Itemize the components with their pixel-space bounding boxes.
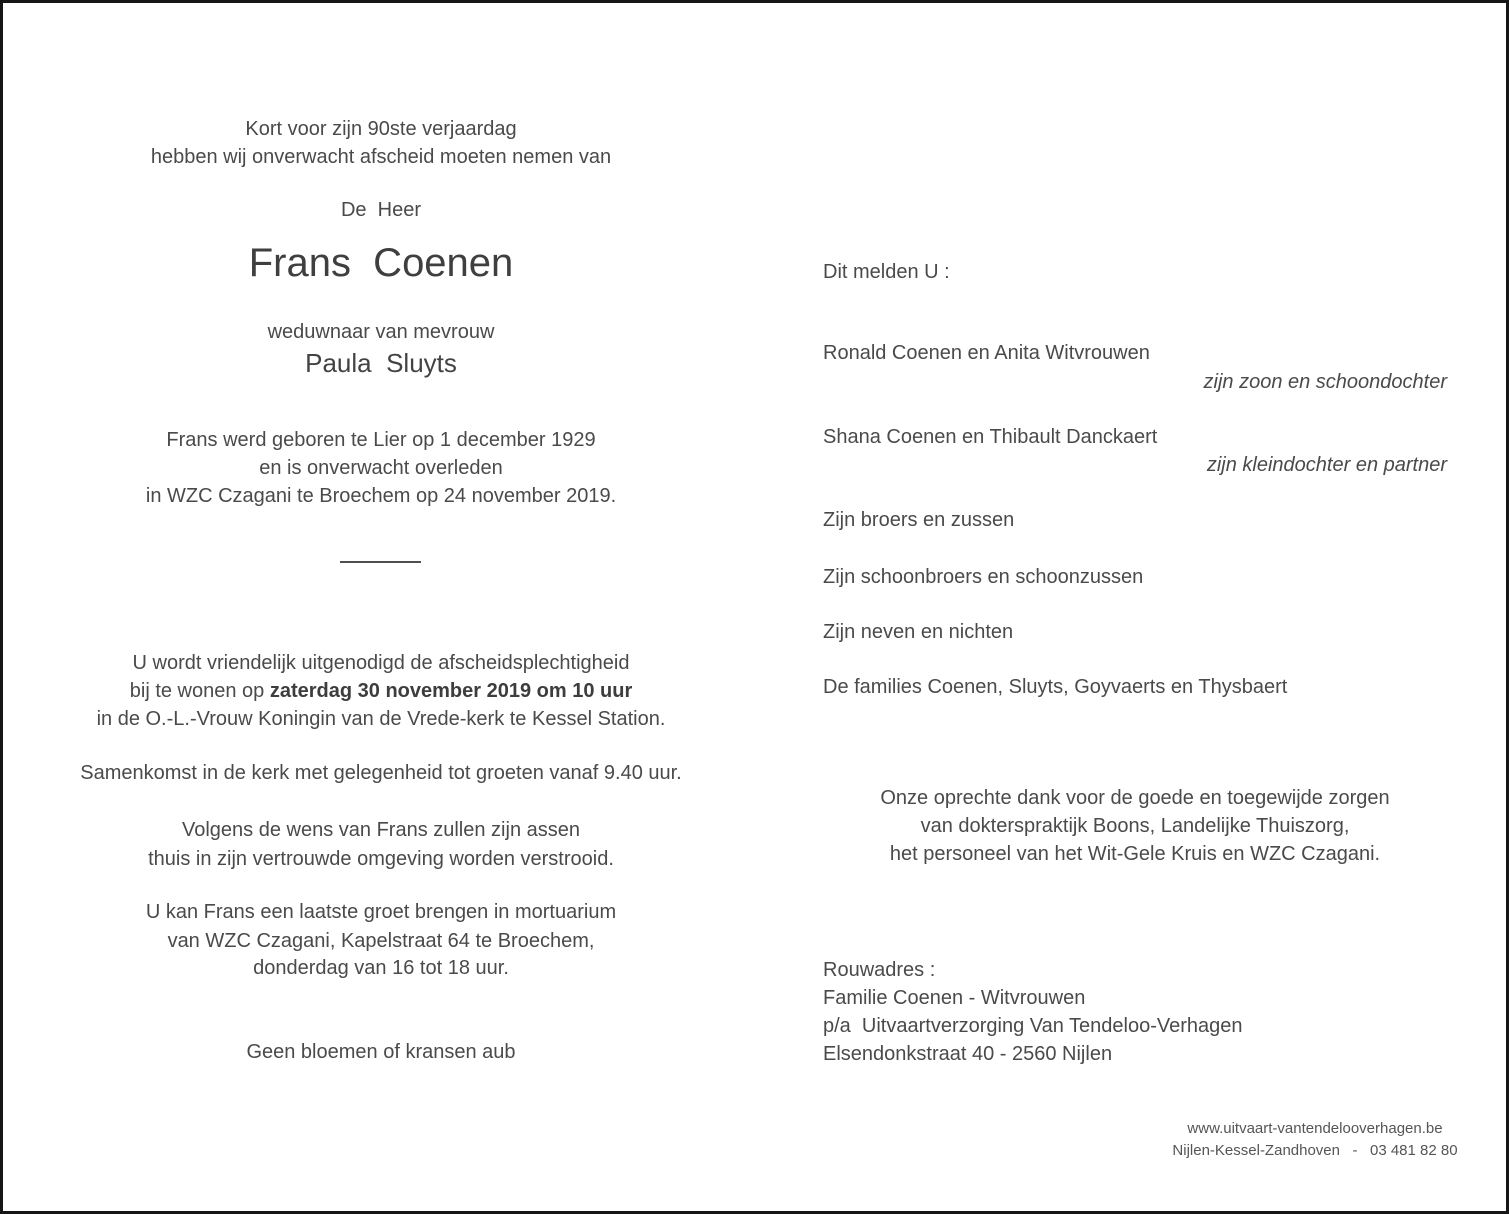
relative-names: Zijn broers en zussen bbox=[823, 509, 1015, 531]
mortuary-line-1: U kan Frans een laatste groet brengen in mortuarium bbox=[145, 901, 617, 923]
mortuary-line-2: van WZC Czagani, Kapelstraat 64 te Broechem, bbox=[167, 930, 595, 952]
relative-relation: zijn kleindochter en partner bbox=[1206, 454, 1447, 476]
intro-line-1: Kort voor zijn 90ste verjaardag bbox=[245, 118, 517, 140]
life-line-2: en is onverwacht overleden bbox=[259, 457, 503, 479]
invite-line-2-prefix: bij te wonen op bbox=[129, 680, 270, 702]
deceased-name: Frans Coenen bbox=[248, 241, 514, 285]
mourning-address-label: Rouwadres : bbox=[823, 959, 936, 981]
thanks-line-3: het personeel van het Wit-Gele Kruis en WZC Czagani. bbox=[889, 843, 1381, 865]
mourning-address-line-2: p/a Uitvaartverzorging Van Tendeloo-Verhagen bbox=[823, 1015, 1243, 1037]
life-line-1: Frans werd geboren te Lier op 1 december 1929 bbox=[166, 429, 596, 451]
section-divider bbox=[340, 561, 421, 563]
funeral-home-locations-phone: Nijlen-Kessel-Zandhoven - 03 481 82 80 bbox=[1172, 1142, 1458, 1159]
relative-names: Shana Coenen en Thibault Danckaert bbox=[823, 426, 1158, 448]
invite-line-2 bbox=[71, 678, 691, 704]
widower-line: weduwnaar van mevrouw bbox=[267, 321, 495, 343]
mourning-address-line-1: Familie Coenen - Witvrouwen bbox=[823, 987, 1086, 1009]
mourning-address-line-3: Elsendonkstraat 40 - 2560 Nijlen bbox=[823, 1043, 1113, 1065]
spouse-name: Paula Sluyts bbox=[305, 348, 457, 378]
mortuary-line-3: donderdag van 16 tot 18 uur. bbox=[253, 957, 509, 979]
relative-relation: zijn zoon en schoondochter bbox=[1203, 371, 1447, 393]
invite-line-3: in de O.-L.-Vrouw Koningin van de Vrede-kerk te Kessel Station. bbox=[96, 708, 666, 730]
relative-names: Zijn schoonbroers en schoonzussen bbox=[823, 566, 1144, 588]
no-flowers-line: Geen bloemen of kransen aub bbox=[246, 1041, 516, 1063]
relative-names: Ronald Coenen en Anita Witvrouwen bbox=[823, 342, 1150, 364]
thanks-line-2: van dokterspraktijk Boons, Landelijke Thuiszorg, bbox=[920, 815, 1350, 837]
salutation: De Heer bbox=[340, 199, 422, 221]
intro-line-2: hebben wij onverwacht afscheid moeten nemen van bbox=[150, 146, 612, 168]
funeral-home-website: www.uitvaart-vantendelooverhagen.be bbox=[1187, 1120, 1443, 1137]
life-line-3: in WZC Czagani te Broechem op 24 november 2019. bbox=[145, 485, 617, 507]
announce-label: Dit melden U : bbox=[823, 261, 950, 283]
ceremony-datetime: zaterdag 30 november 2019 om 10 uur bbox=[269, 680, 633, 702]
ashes-line-2: thuis in zijn vertrouwde omgeving worden verstrooid. bbox=[148, 848, 614, 870]
invite-line-1: U wordt vriendelijk uitgenodigd de afscheidsplechtigheid bbox=[132, 652, 630, 674]
gathering-line: Samenkomst in de kerk met gelegenheid tot groeten vanaf 9.40 uur. bbox=[80, 762, 682, 784]
relative-names: De families Coenen, Sluyts, Goyvaerts en Thysbaert bbox=[823, 676, 1288, 698]
relative-names: Zijn neven en nichten bbox=[823, 621, 1014, 643]
ashes-line-1: Volgens de wens van Frans zullen zijn assen bbox=[181, 819, 580, 841]
thanks-line-1: Onze oprechte dank voor de goede en toegewijde zorgen bbox=[880, 787, 1390, 809]
